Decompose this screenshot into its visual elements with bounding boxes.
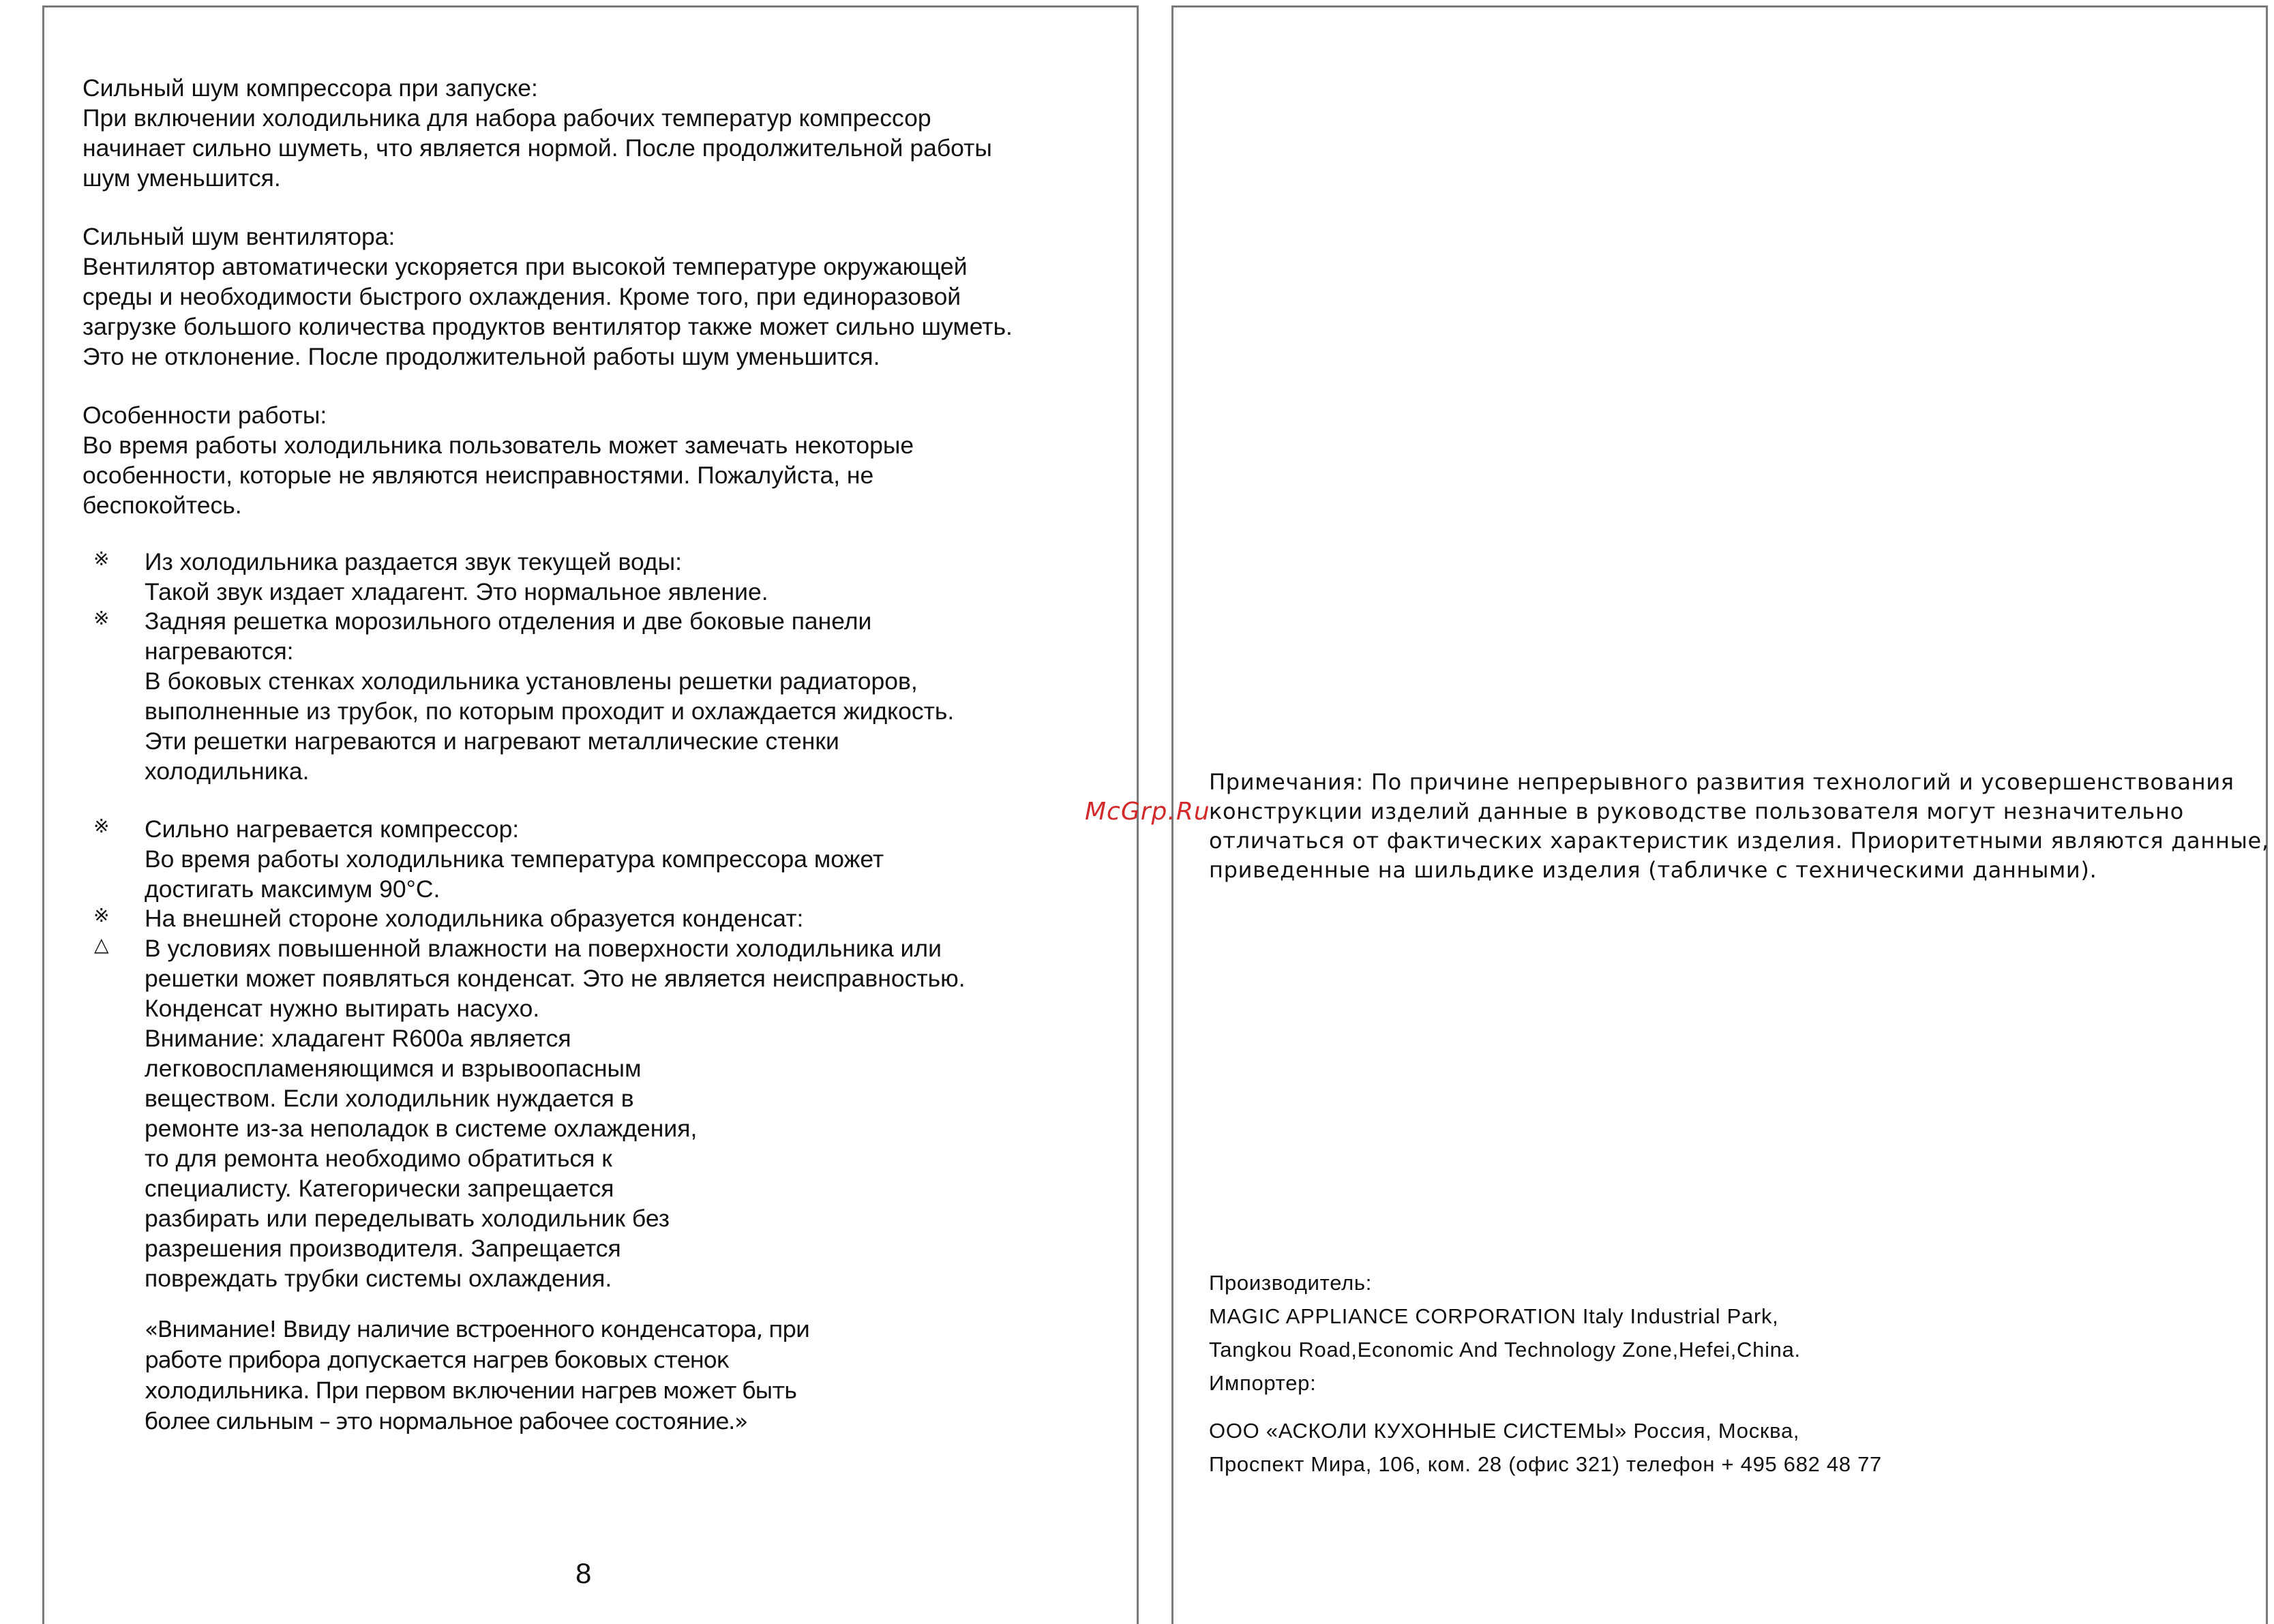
section-text-line: загрузке большого количества продуктов вентилятор также может сильно шуметь. (83, 313, 1013, 340)
section-text-line: При включении холодильника для набора рабочих температур компрессор (83, 104, 931, 132)
item-text-line: веществом. Если холодильник нуждается в (145, 1085, 634, 1112)
section-text-line: беспокойтесь. (83, 492, 242, 519)
section-text-line: среды и необходимости быстрого охлаждения. Кроме того, при единоразовой (83, 283, 961, 310)
manufacturer-label: Производитель: (1209, 1271, 1373, 1295)
warning-note-line: «Внимание! Ввиду наличие встроенного конденсатора, при (145, 1316, 809, 1342)
item-title: Задняя решетка морозильного отделения и две боковые панели (145, 607, 872, 635)
page-number: 8 (575, 1557, 592, 1589)
item-condensate (145, 903, 966, 1293)
item-text-line: специалисту. Категорически запрещается (145, 1175, 614, 1202)
manufacturer-address-line: Tangkou Road,Economic And Technology Zone,Hefei,China. (1209, 1338, 1801, 1362)
item-text-line: нагреваются: (145, 637, 294, 665)
item-text-line: легковоспламеняющимся и взрывоопасным (145, 1055, 642, 1082)
item-text-line: повреждать трубки системы охлаждения. (145, 1265, 612, 1292)
item-text-line: Во время работы холодильника температура компрессора может (145, 845, 884, 873)
item-text-line: то для ремонта необходимо обратиться к (145, 1145, 612, 1172)
item-text-line: разрешения производителя. Запрещается (145, 1235, 621, 1262)
item-title: На внешней стороне холодильника образуется конденсат: (145, 905, 804, 932)
item-text-line: достигать максимум 90°С. (145, 875, 440, 903)
item-water-sound (145, 547, 768, 607)
warning-note-line: холодильника. При первом включении нагрев может быть (145, 1377, 796, 1404)
notes-line: Примечания: По причине непрерывного развития технологий и усовершенствования (1209, 769, 2234, 795)
section-operation-features (83, 400, 914, 520)
item-text-line: Эти решетки нагреваются и нагревают металлические стенки (145, 727, 839, 755)
section-heading: Особенности работы: (83, 402, 327, 429)
watermark: McGrp.Ru (1085, 798, 1210, 826)
section-text-line: шум уменьшится. (83, 164, 281, 192)
item-text-line: выполненные из трубок, по которым проходит и охлаждается жидкость. (145, 697, 955, 725)
section-text-line: особенности, которые не являются неисправностями. Пожалуйста, не (83, 462, 874, 489)
section-text-line: Это не отклонение. После продолжительной работы шум уменьшится. (83, 343, 880, 370)
importer-address-line: Проспект Мира, 106, ком. 28 (офис 321) телефон + 495 682 48 77 (1209, 1452, 1882, 1476)
section-fan-noise (83, 222, 1013, 372)
heating-warning-note (145, 1314, 809, 1437)
item-text-line: Внимание: хладагент R600a является (145, 1025, 571, 1052)
notes-line: отличаться от фактических характеристик изделия. Приоритетными являются данные, (1209, 828, 2269, 854)
bullet-mark-icon: ※ (93, 815, 110, 837)
warning-note-line: более сильным – это нормальное рабочее состояние.» (145, 1408, 747, 1434)
item-text-line: холодильника. (145, 757, 310, 785)
item-text-line: Конденсат нужно вытирать насухо. (145, 995, 540, 1022)
section-compressor-noise (83, 73, 992, 193)
bullet-mark-icon: ※ (93, 547, 110, 570)
item-text-line: В боковых стенках холодильника установлены решетки радиаторов, (145, 667, 918, 695)
warning-triangle-icon: △ (94, 933, 109, 956)
section-heading: Сильный шум вентилятора: (83, 223, 395, 250)
bullet-mark-icon: ※ (93, 904, 110, 927)
section-text-line: начинает сильно шуметь, что является нормой. После продолжительной работы (83, 134, 992, 162)
item-text-line: решетки может появляться конденсат. Это не является неисправностью. (145, 965, 966, 992)
section-text-line: Во время работы холодильника пользователь может замечать некоторые (83, 432, 914, 459)
item-text-line: В условиях повышенной влажности на поверхности холодильника или (145, 935, 942, 962)
item-text-line: ремонте из-за неполадок в системе охлаждения, (145, 1115, 698, 1142)
importer-name-line: ООО «АСКОЛИ КУХОННЫЕ СИСТЕМЫ» Россия, Москва, (1209, 1419, 1800, 1443)
item-panels-heating (145, 606, 954, 786)
item-title: Из холодильника раздается звук текущей воды: (145, 548, 683, 575)
bullet-mark-icon: ※ (93, 607, 110, 629)
notes-line: приведенные на шильдике изделия (табличке с техническими данными). (1209, 857, 2097, 883)
item-compressor-heating (145, 814, 884, 904)
item-title: Сильно нагревается компрессор: (145, 815, 520, 843)
warning-note-line: работе прибора допускается нагрев боковых стенок (145, 1347, 729, 1373)
item-text-line: Такой звук издает хладагент. Это нормальное явление. (145, 578, 768, 605)
notes-line: конструкции изделий данные в руководстве пользователя могут незначительно (1209, 798, 2184, 824)
item-text-line: разбирать или переделывать холодильник без (145, 1205, 670, 1232)
notes-block (1209, 768, 2269, 885)
section-heading: Сильный шум компрессора при запуске: (83, 74, 538, 102)
manufacturer-address-line: MAGIC APPLIANCE CORPORATION Italy Industrial Park, (1209, 1304, 1779, 1328)
importer-label: Импортер: (1209, 1371, 1317, 1395)
section-text-line: Вентилятор автоматически ускоряется при высокой температуре окружающей (83, 253, 968, 280)
